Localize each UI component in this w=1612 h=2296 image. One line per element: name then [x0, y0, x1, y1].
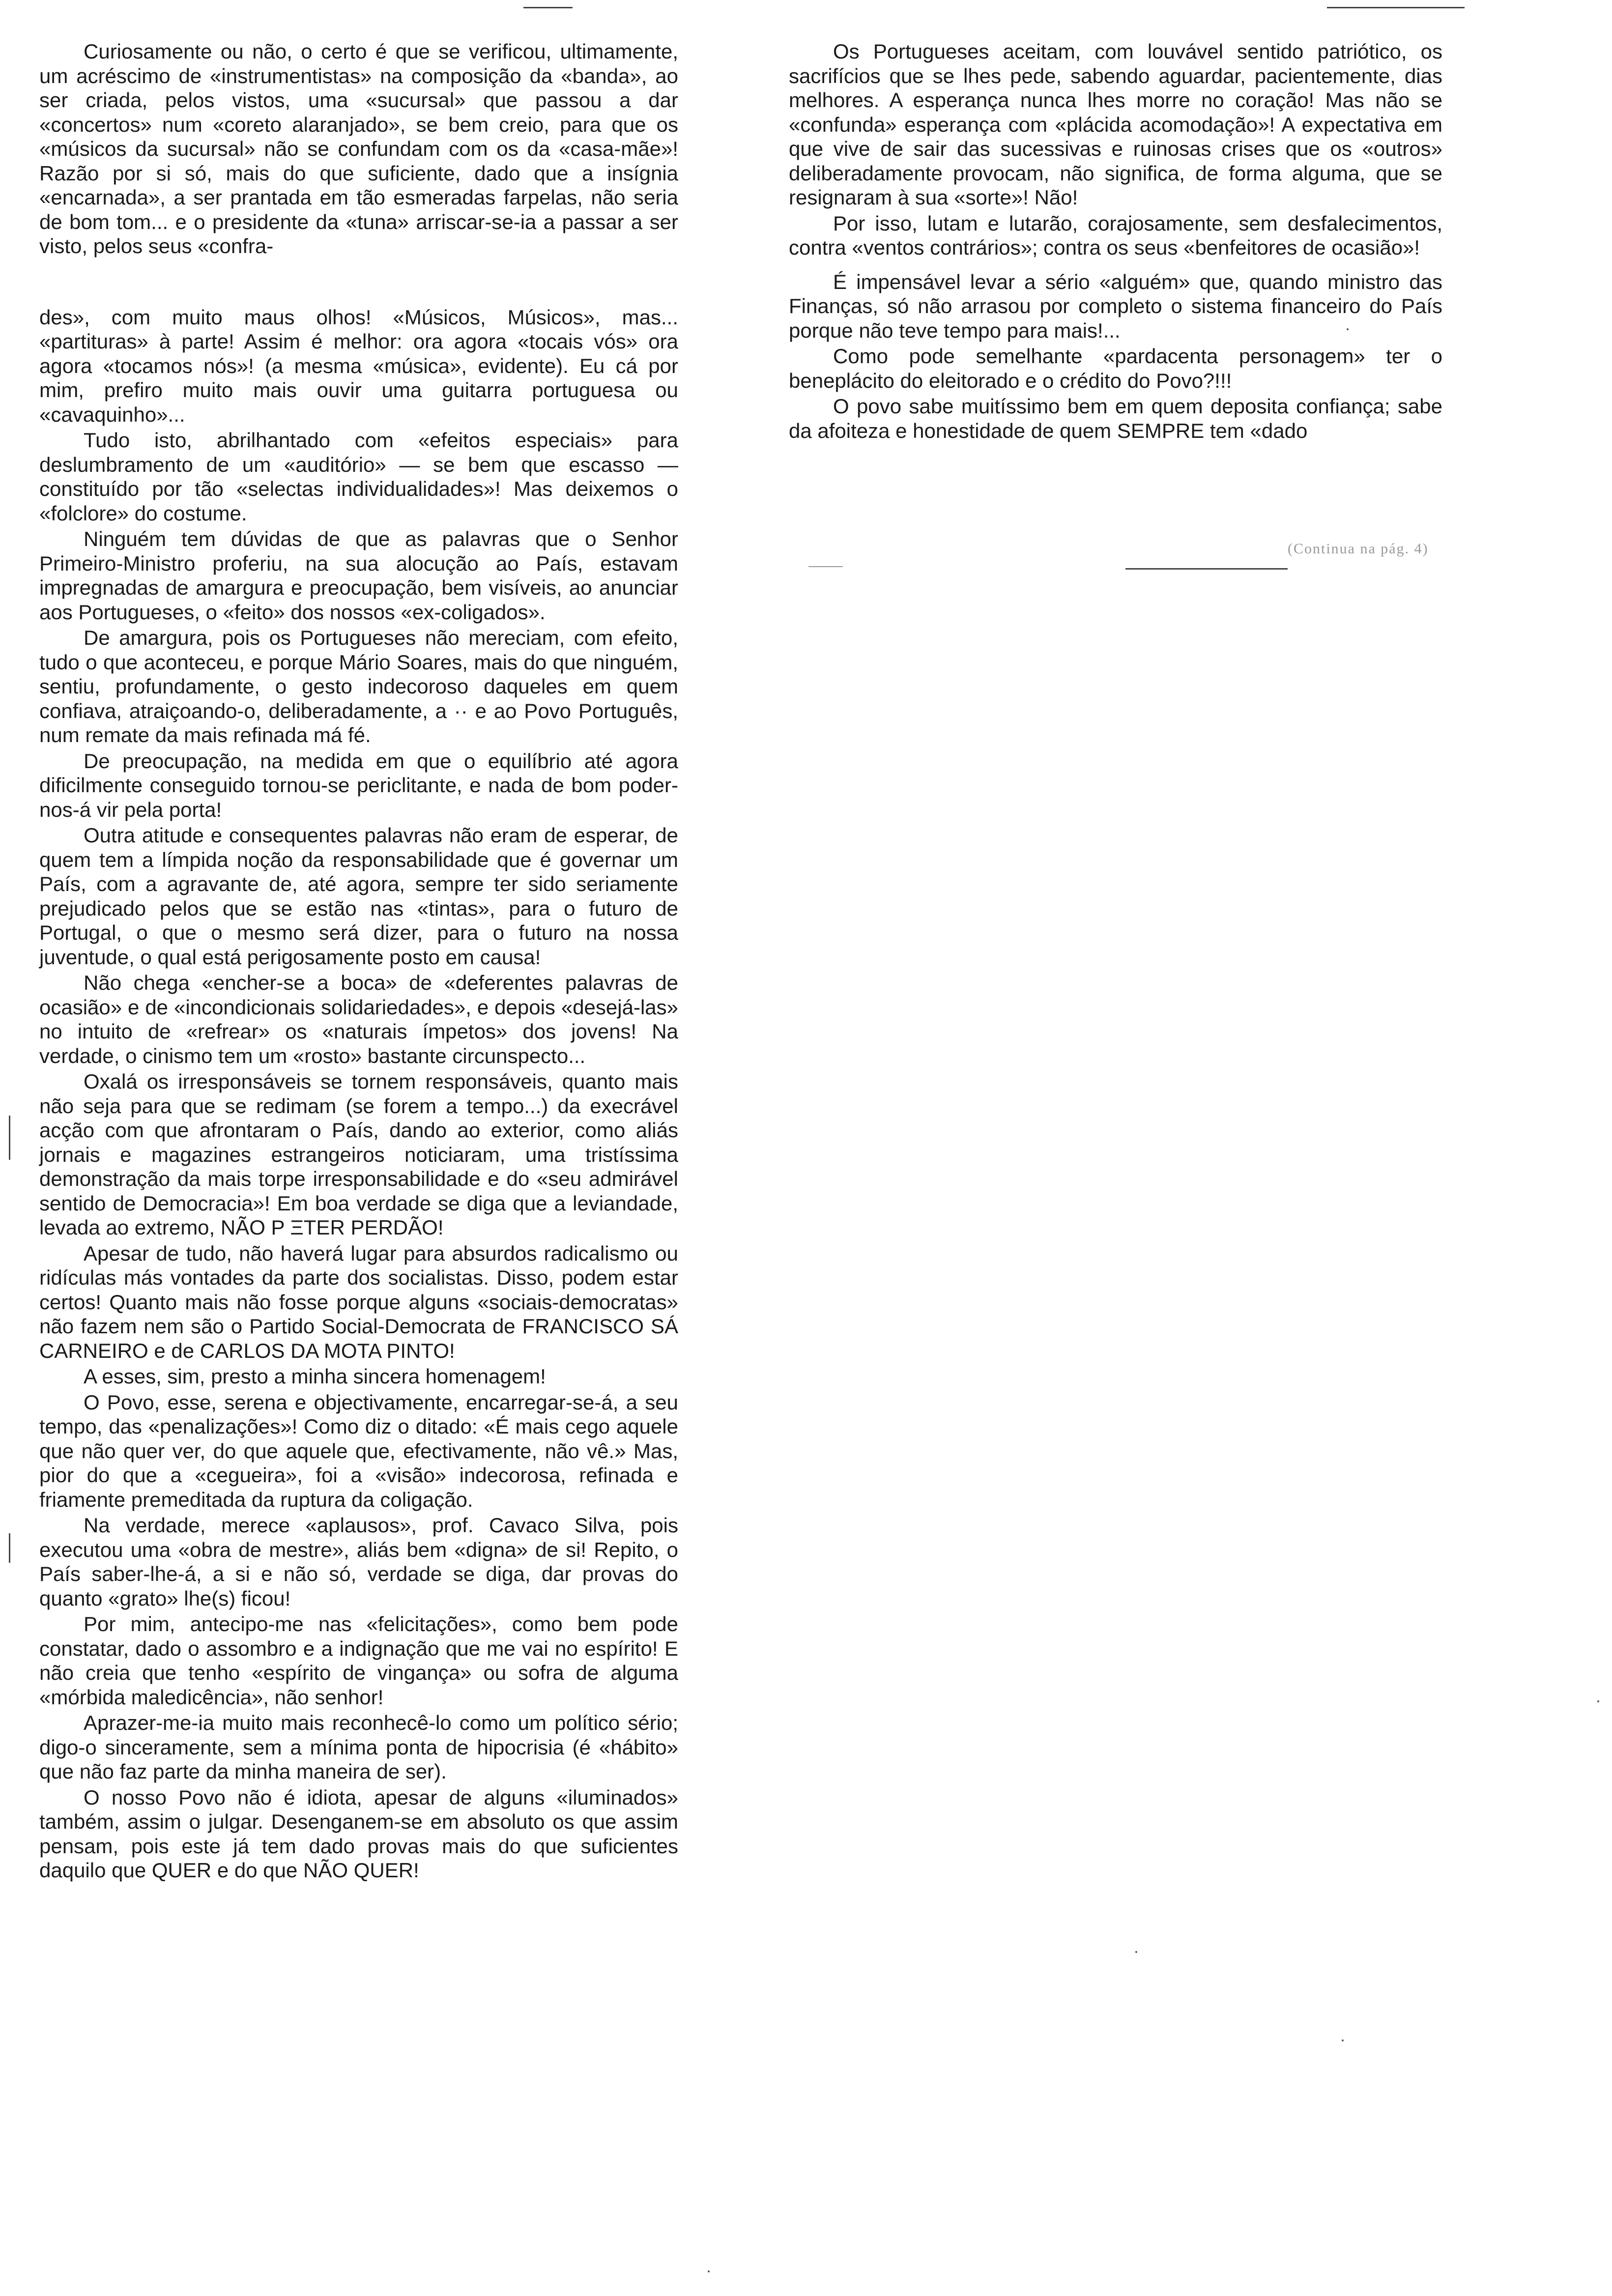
article-left-column	[39, 39, 678, 1884]
paragraph: Por isso, lutam e lutarão, corajosamente, sem desfalecimentos, contra «ventos contrários»; contra os seus «benfeitores de ocasião»!	[789, 211, 1442, 259]
paragraph: De amargura, pois os Portugueses não mereciam, com efeito, tudo o que aconteceu, e porque Mário Soares, mais do que ninguém, sentiu, profundamente, o gesto indecoroso daqueles em quem confiava, atraiçoando-o, deliberadamente, a ·· e ao Povo Português, num remate da mais refinada má fé.	[39, 626, 678, 746]
paragraph: Ninguém tem dúvidas de que as palavras que o Senhor Primeiro-Ministro proferiu, na sua alocução ao País, estavam impregnadas de amargura e preocupação, bem visíveis, ao anunciar aos Portugueses, o «feito» dos nossos «ex-coligados».	[39, 527, 678, 624]
paragraph: Aprazer-me-ia muito mais reconhecê-lo como um político sério; digo-o sinceramente, sem a mínima ponta de hipocrisia (é «hábito» que não faz parte da minha maneira de ser).	[39, 1711, 678, 1783]
article-right-column	[789, 39, 1442, 444]
continuation-note: (Continua na pág. 4)	[1288, 541, 1429, 557]
dust-speck	[1135, 1951, 1137, 1953]
paragraph: Por mim, antecipo-me nas «felicitações», como bem pode constatar, dado o assombro e a indignação que me vai no espírito! E não creia que tenho «espírito de vingança» ou sofra de alguma «mórbida maledicência», não senhor!	[39, 1612, 678, 1709]
top-rule-center	[523, 7, 573, 8]
paragraph: O Povo, esse, serena e objectivamente, encarregar-se-á, a seu tempo, das «penalizações»! Como diz o ditado: «É mais cego aquele que não quer ver, do que aquele que, efectivamente, não vê.» Mas, pior do que a «cegueira», foi a «visão» indecorosa, refinada e friamente premeditada da ruptura da coligação.	[39, 1390, 678, 1511]
paragraph: Curiosamente ou não, o certo é que se verificou, ultimamente, um acréscimo de «instrumentistas» na composição da «banda», ao ser criada, pelos vistos, uma «sucursal» que passou a dar «concertos» num «coreto alaranjado», se bem creio, para que os «músicos da sucursal» não se confundam com os da «casa-mãe»! Razão por si só, mais do que suficiente, dado que a insígnia «encarnada», a ser prantada em tão esmeradas farpelas, não seria de bom tom... e o presidente da «tuna» arriscar-se-ia a passar a ser visto, pelos seus «confra-	[39, 40, 678, 258]
paragraph: Como pode semelhante «pardacenta personagem» ter o beneplácito do eleitorado e o crédito do Povo?!!!	[789, 344, 1442, 392]
paragraph: O povo sabe muitíssimo bem em quem deposita confiança; sabe da afoiteza e honestidade de quem SEMPRE tem «dado	[789, 395, 1442, 442]
column-end-rule-short	[808, 566, 843, 567]
dust-speck	[1597, 1700, 1599, 1702]
paragraph: Na verdade, merece «aplausos», prof. Cavaco Silva, pois executou uma «obra de mestre», aliás bem «digna» de si! Repito, o País saber-lhe-á, a si e não só, verdade se diga, dar provas do quanto «grato» lhe(s) ficou!	[39, 1514, 678, 1610]
paragraph: Não chega «encher-se a boca» de «deferentes palavras de ocasião» e de «incondicionais solidariedades», e depois «desejá-las» no intuito de «refrear» os «naturais ímpetos» dos jovens! Na verdade, o cinismo tem um «rosto» bastante circunspecto...	[39, 971, 678, 1067]
dust-speck	[1342, 2039, 1344, 2041]
dust-speck	[1347, 328, 1349, 330]
paragraph: Tudo isto, abrilhantado com «efeitos especiais» para deslumbramento de um «auditório» — se bem que escasso — constituído por tão «selectas individualidades»! Mas deixemos o «folclore» do costume.	[39, 429, 678, 525]
column-end-rule	[1125, 568, 1288, 570]
paragraph: Oxalá os irresponsáveis se tornem responsáveis, quanto mais não seja para que se redimam (se forem a tempo...) da execrável acção com que afrontaram o País, dando ao exterior, como aliás jornais e magazines estrangeiros noticiaram, uma tristíssima demonstração da mais torpe irresponsabilidade e do «seu admirável sentido de Democracia»! Em boa verdade se diga que a leviandade, levada ao extremo, NÃO P ΞTER PERDÃO!	[39, 1070, 678, 1239]
paragraph: É impensável levar a sério «alguém» que, quando ministro das Finanças, só não arrasou por completo o sistema financeiro do País porque não teve tempo para mais!...	[789, 270, 1442, 342]
paragraph: O nosso Povo não é idiota, apesar de alguns «iluminados» também, assim o julgar. Desenganem-se em absoluto os que assim pensam, pois este já tem dado provas mais do que suficientes daquilo que QUER e do que NÃO QUER!	[39, 1785, 678, 1882]
paragraph: Os Portugueses aceitam, com louvável sentido patriótico, os sacrifícios que se lhes pede, sabendo aguardar, pacientemente, dias melhores. A esperança nunca lhes morre no coração! Mas não se «confunda» esperança com «plácida acomodação»! A expectativa em que vive de sair das sucessivas e ruinosas crises que os «outros» deliberadamente provocam, não significa, de forma alguma, que se resignaram à sua «sorte»! Não!	[789, 40, 1442, 209]
paragraph: des», com muito maus olhos! «Músicos, Músicos», mas... «partituras» à parte! Assim é melhor: ora agora «tocais vós» ora agora «tocamos nós»! (a mesma «música», evidente). Eu cá por mim, prefiro muito mais ouvir uma guitarra portuguesa ou «cavaquinho»...	[39, 305, 678, 426]
left-margin-mark	[9, 1116, 10, 1160]
paragraph: De preocupação, na medida em que o equilíbrio até agora dificilmente conseguido tornou-se periclitante, e nada de bom poder-nos-á vir pela porta!	[39, 749, 678, 821]
paragraph: Outra atitude e consequentes palavras não eram de esperar, de quem tem a límpida noção da responsabilidade que é governar um País, com a agravante de, até agora, sempre ter sido seriamente prejudicado pelos que se estão nas «tintas», para o futuro de Portugal, o que o mesmo será dizer, para o futuro na nossa juventude, o qual está perigosamente posto em causa!	[39, 824, 678, 969]
dust-speck	[708, 2270, 710, 2272]
paragraph: Apesar de tudo, não haverá lugar para absurdos radicalismo ou ridículas más vontades da parte dos socialistas. Disso, podem estar certos! Quanto mais não fosse porque alguns «sociais-democratas» não fazem nem são o Partido Social-Democrata de FRANCISCO SÁ CARNEIRO e de CARLOS DA MOTA PINTO!	[39, 1241, 678, 1362]
left-margin-mark-2	[9, 1533, 10, 1563]
top-rule-right	[1327, 7, 1465, 8]
paragraph: A esses, sim, presto a minha sincera homenagem!	[84, 1365, 546, 1388]
